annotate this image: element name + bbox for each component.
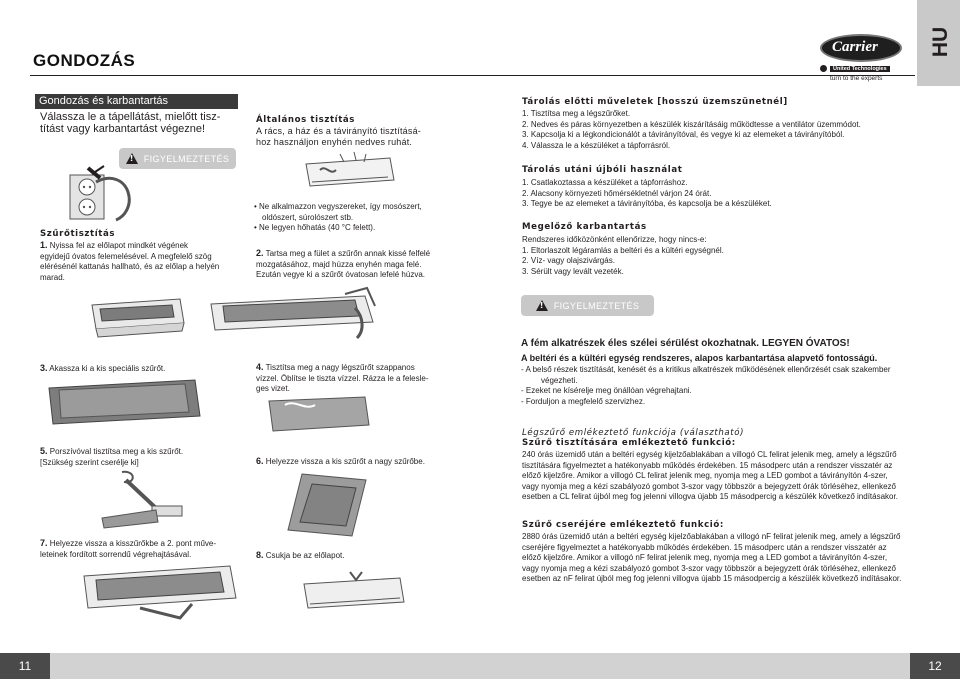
preventive-maintenance-title: Megelőző karbantartás xyxy=(522,222,647,232)
list-item: 3. Kapcsolja ki a légkondicionálót a távirányítóval, és vegye ki az elemeket a távirányítóból. xyxy=(522,130,845,140)
general-cleaning-text: A rács, a ház és a távirányító tisztításá- hoz használjon enyhén nedves ruhát. xyxy=(256,126,421,147)
warning-triangle-icon xyxy=(536,300,548,311)
language-tab-label: HU xyxy=(929,26,953,58)
insert-filter-illustration xyxy=(80,558,240,628)
small-filter-illustration xyxy=(45,378,205,428)
power-warning-intro: Válassza le a tápellátást, mielőtt tisz- títást vagy karbantartást végezne! xyxy=(40,111,221,135)
replace-reminder-title: Szűrő cseréjére emlékeztető funkció: xyxy=(522,520,724,530)
page-number-left: 11 xyxy=(0,653,50,679)
page-number-right: 12 xyxy=(910,653,960,679)
step-2: 2. Tartsa meg a fület a szűrőn annak kissé felfelé mozgatásához, majd húzza enyhén maga felé. Ezután vegye ki a szűrőt óvatosan lefelé húzva. xyxy=(256,248,431,280)
cleaning-bullets: • Ne alkalmazzon vegyszereket, így mosószert, oldószert, súrolószert stb. • Ne legyen hőhatás (40 °C felett). xyxy=(254,202,422,233)
step-6: 6. Helyezze vissza a kis szűrőt a nagy szűrőbe. xyxy=(256,456,425,466)
footer-bar xyxy=(0,653,960,679)
list-item: 2. Nedves és páras környezetben a készülék kiszárításáig működtesse a ventilátor üzemmódot. xyxy=(522,119,861,129)
open-front-panel-illustration xyxy=(88,295,188,340)
step-7: 7. Helyezze vissza a kisszűrőkbe a 2. pont műve- leteinek fordított sorrendű végrehajtásával. xyxy=(40,538,217,559)
step-8: 8. Csukja be az előlapot. xyxy=(256,550,345,560)
maintenance-notes: - A belső részek tisztítását, kenését és a kritikus alkatrészek működésének ellenőrzését csak szakember végezheti. - Ezeket ne kísérelje meg önállóan végrehajtani. - Forduljon a megfelelő szervizhez. xyxy=(521,365,891,406)
united-technologies-label: United Technologies xyxy=(820,65,890,72)
list-item: 1. Tisztítsa meg a légszűrőket. xyxy=(522,109,631,118)
list-item: 1. Csatlakoztassa a készüléket a tápforráshoz. xyxy=(522,178,688,187)
step-3: 3. Akassza ki a kis speciális szűrőt. xyxy=(40,363,166,373)
list-item: 3. Tegye be az elemeket a távirányítóba, és kapcsolja be a készüléket. xyxy=(522,199,772,209)
maintenance-importance: A beltéri és a kültéri egység rendszeres, alapos karbantartása alapvető fontosságú. xyxy=(521,353,878,363)
after-storage-title: Tárolás utáni újbóli használat xyxy=(522,165,683,175)
metal-edge-warning: A fém alkatrészek éles szélei sérülést okozhatnak. LEGYEN ÓVATOS! xyxy=(521,338,850,349)
bullet-item: • Ne alkalmazzon vegyszereket, így mosószert, xyxy=(254,202,422,211)
carrier-logo-text: Carrier xyxy=(832,39,878,55)
after-storage-list xyxy=(522,178,772,210)
replace-reminder-text: 2880 órás üzemidő után a beltéri egység kijelzőablakában a villogó nF felirat jelenik meg, amely a légszűrő cseréjére figyelmeztet a hatékonyabb működés érdekében. 15 másodperc után a rendszer visszatér az előző kijelzőre. Amikor a villogó nF felirat jelenik meg, nyomja meg a LED gombot a távirányítón 4-szer, vagy nyomja meg a kézi szabályozó gombot 3-szor vagy többször a bejegyzett órák törléséhez, ellenkező esetben az nF felirat újból meg fog jelenni villogva újabb 15 másodpercig a készülék következő indításakor. xyxy=(522,532,902,584)
section-banner: Gondozás és karbantartás xyxy=(35,94,238,109)
list-item: - Ezeket ne kísérelje meg önállóan végrehajtani. xyxy=(521,386,692,396)
header-rule xyxy=(30,75,915,76)
bullet-item: • Ne legyen hőhatás (40 °C felett). xyxy=(254,223,376,233)
warning-badge-left: ! FIGYELMEZTETÉS xyxy=(119,148,236,169)
step-1: 1. Nyissa fel az előlapot mindkét végének egyidejű óvatos felemelésével. A megfelelő szög elérésénél kattanás hallható, és az előlap a helyén marad. xyxy=(40,240,220,282)
filter-reminder-title: Légszűrő emlékeztető funkciója (választható) xyxy=(522,428,745,438)
close-panel-illustration xyxy=(300,570,410,616)
preventive-maintenance-list: Rendszeres időközönként ellenőrizze, hogy nincs-e: 1. Eltorlaszolt légáramlás a beltéri és a kültéri egységnél. 2. Víz- vagy olajszivárgás. 3. Sérült vagy levált vezeték. xyxy=(522,235,724,276)
clean-reminder-text: 240 órás üzemidő után a beltéri egység kijelzőablakában a villogó CL felirat jelenik meg, amely a légszűrő tisztítására figyelmeztet a hatékonyabb működés érdekében. 15 másodperc után a rendszer visszatér az előző kijelzőre. Amikor a villogó CL felirat jelenik meg, nyomja meg a LED gombot a távirányítón 4-szer, vagy nyomja meg a kézi szabályozó gombot 3-szor vagy többször a bejegyzett órák törléséhez, ellenkező esetben a CL felirat újból meg fog jelenni villogva újabb 15 másodpercig a készülék következő indításakor. xyxy=(522,450,898,502)
list-item: 4. Válassza le a készüléket a tápforrásról. xyxy=(522,140,671,150)
before-storage-title: Tárolás előtti műveletek [hosszú üzemszünetnél] xyxy=(522,97,788,107)
vacuum-cleaner-illustration xyxy=(96,470,196,530)
clean-reminder-title: Szűrő tisztítására emlékeztető funkció: xyxy=(522,438,736,448)
list-item: - Forduljon a megfelelő szervizhez. xyxy=(521,396,646,406)
remove-filter-illustration xyxy=(205,286,380,344)
list-item: 2. Víz- vagy olajszivárgás. xyxy=(522,256,615,266)
filter-cleaning-title: Szűrőtisztítás xyxy=(40,229,116,239)
language-tab xyxy=(917,0,960,86)
list-item: 1. Eltorlaszolt légáramlás a beltéri és a kültéri egységnél. xyxy=(522,245,724,255)
utc-badge-icon xyxy=(820,65,827,72)
step-4: 4. Tisztítsa meg a nagy légszűrőt szappanos vízzel. Öblítse le tiszta vízzel. Rázza le a felesle- ges vizet. xyxy=(256,362,429,394)
wipe-unit-illustration xyxy=(300,150,400,195)
general-cleaning-title: Általános tisztítás xyxy=(256,115,356,125)
power-socket-illustration xyxy=(66,160,141,225)
reinsert-small-filter-illustration xyxy=(282,470,372,540)
list-item: - A belső részek tisztítását, kenését és a kritikus alkatrészek működésének ellenőrzését csak szakember xyxy=(521,365,891,374)
before-storage-list xyxy=(522,109,861,151)
page-title: GONDOZÁS xyxy=(33,51,136,70)
list-item: 3. Sérült vagy levált vezeték. xyxy=(522,266,624,276)
list-item: 2. Alacsony környezeti hőmérsékletnél várjon 24 órát. xyxy=(522,188,712,198)
carrier-logo xyxy=(820,34,906,88)
wash-filter-illustration xyxy=(265,395,375,435)
step-5: 5. Porszívóval tisztítsa meg a kis szűrőt. [Szükség szerint cserélje ki] xyxy=(40,446,184,467)
warning-badge-right: ! FIGYELMEZTETÉS xyxy=(521,295,654,316)
brand-tagline: turn to the experts xyxy=(830,75,883,82)
